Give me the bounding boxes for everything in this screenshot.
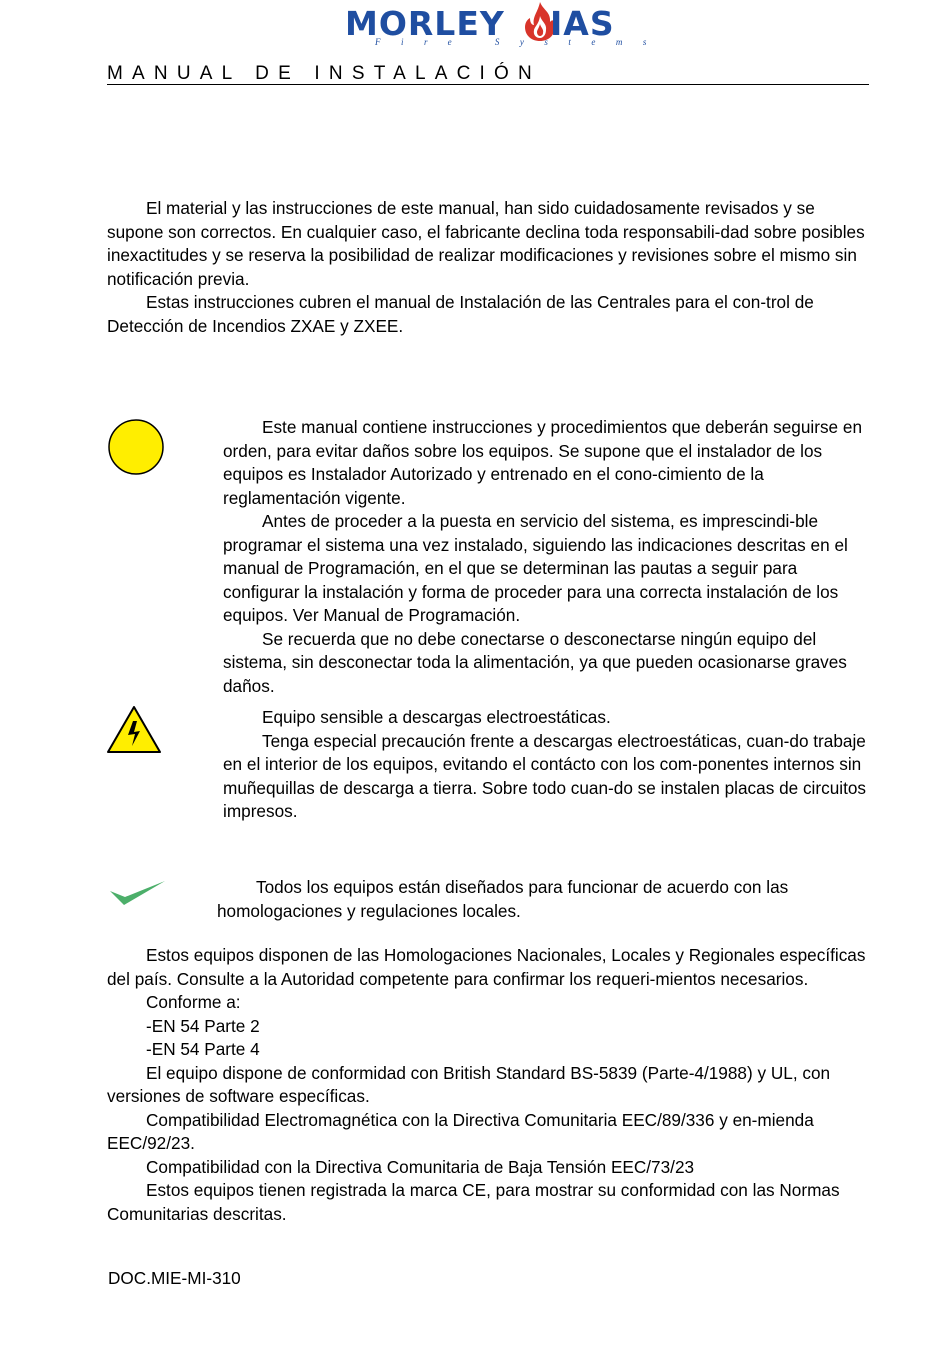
checkmark-icon [108,879,166,909]
caution-paragraph: Antes de proceder a la puesta en servicio del sistema, es imprescindi-ble programar el sistema una vez instalado, siguiendo las indicaciones descritas en el manual de Programación, en el que se determinan las pautas a seguir para configurar la instalación y forma de proceder para una correcta instalación de los equipos. Ver Manual de Programación. [223,511,848,625]
compliance-paragraph: Estos equipos tienen registrada la marca CE, para mostrar su conformidad con las Normas Comunitarias descritas. [107,1180,840,1224]
brand-name-left: MORLEY [345,4,505,43]
brand-subtitle: Fire Systems [375,37,667,47]
compliance-paragraph: Compatibilidad con la Directiva Comunitaria de Baja Tensión EEC/73/23 [146,1156,695,1177]
compliance-standard: -EN 54 Parte 4 [146,1039,260,1059]
brand-name-right: IAS [550,4,615,43]
brand-logo [345,0,667,50]
caution-paragraph: Este manual contiene instrucciones y procedimientos que deberán seguirse en orden, para evitar daños sobre los equipos. Se supone que el instalador de los equipos es Instalador Autorizado y entrenado en el cono-cimiento de la reglamentación vigente. [223,417,863,508]
compliance-paragraph: Compatibilidad Electromagnética con la Directiva Comunitaria EEC/89/336 y en-mienda EEC/92/23. [107,1109,814,1153]
compliance-paragraph: Estos equipos disponen de las Homologaciones Nacionales, Locales y Regionales específicas del país. Consulte a la Autoridad competente para confirmar los requeri-mientos necesarios. [107,945,866,989]
compliance-standard: -EN 54 Parte 2 [146,1015,260,1036]
document-title: MANUAL DE INSTALACIÓN [107,63,541,84]
compliance-section [107,944,872,1226]
intro-section [107,197,872,338]
header-rule [107,84,869,85]
caution-paragraph: Se recuerda que no debe conectarse o desconectarse ningún equipo del sistema, sin desconectar toda la alimentación, ya que pueden ocasionarse graves daños. [223,628,847,696]
esd-paragraph: Equipo sensible a descargas electroestáticas. [262,707,611,727]
caution-section [223,416,871,698]
esd-section [223,706,868,824]
esd-paragraph: Tenga especial precaución frente a descargas electroestáticas, cuan-do trabaje en el interior de los equipos, evitando el contácto con los com-ponentes internos sin muñequillas de descarga a tierra. Sobre todo cuan-do se instalen placas de circuitos impresos. [223,730,866,821]
electrostatic-warning-icon [106,704,162,754]
caution-circle-icon [108,419,164,475]
document-id: DOC.MIE-MI-310 [108,1268,241,1288]
compliance-paragraph: El equipo dispone de conformidad con British Standard BS-5839 (Parte-4/1988) y UL, con versiones de software específicas. [107,1062,831,1106]
intro-paragraph: El material y las instrucciones de este manual, han sido cuidadosamente revisados y se supone son correctos. En cualquier caso, el fabricante declina toda responsabili-dad sobre posibles inexactitudes y se reserva la posibilidad de realizar modificaciones y revisiones sobre el mismo sin notificación previa. [107,198,865,289]
approval-paragraph: Todos los equipos están diseñados para funcionar de acuerdo con las homologaciones y regulaciones locales. [217,877,789,921]
approval-section [217,876,865,923]
intro-paragraph: Estas instrucciones cubren el manual de Instalación de las Centrales para el con-trol de Detección de Incendios ZXAE y ZXEE. [107,292,814,336]
compliance-paragraph: Conforme a: [146,992,241,1012]
